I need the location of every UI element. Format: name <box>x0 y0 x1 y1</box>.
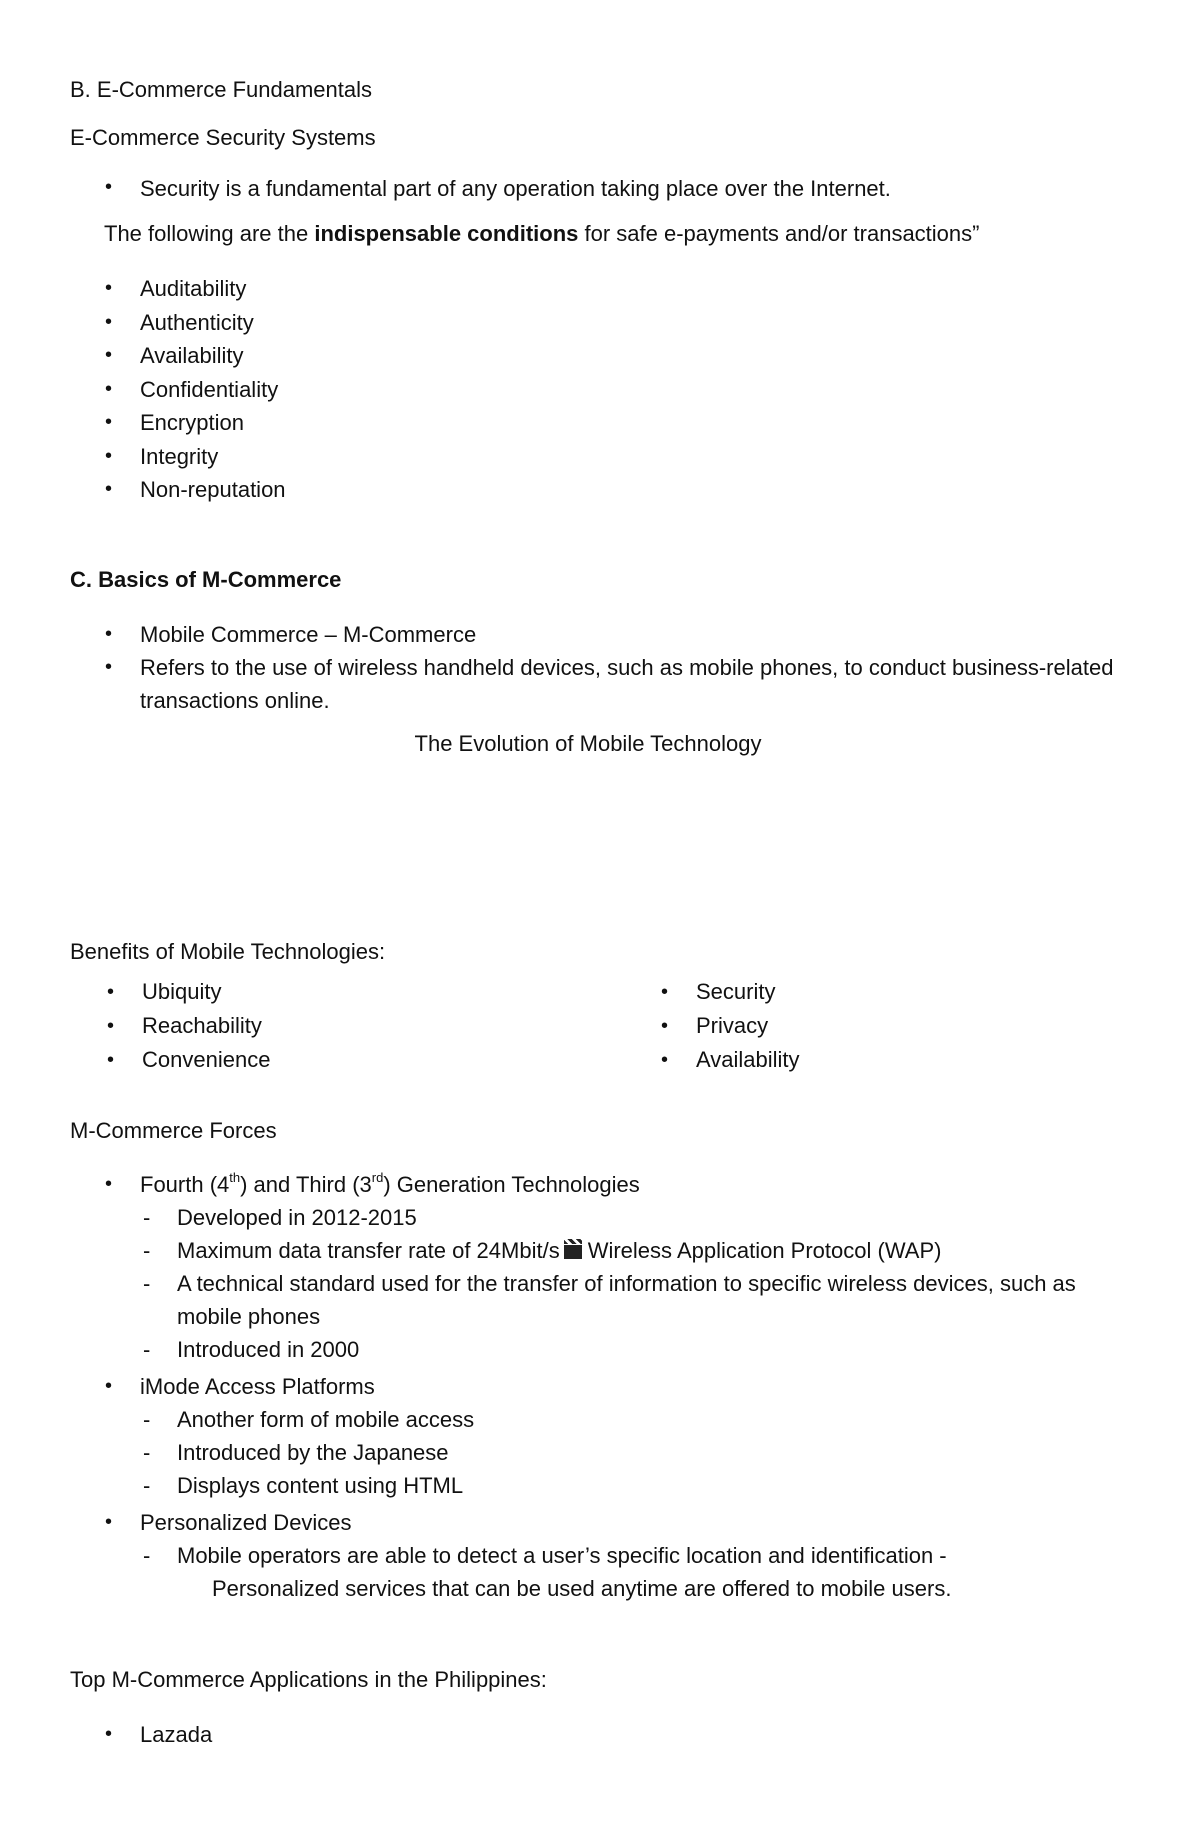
imode-list <box>105 1370 375 1403</box>
mcommerce-definition-list <box>105 618 1114 717</box>
gen-sublist <box>143 1201 1076 1366</box>
list-item: • Non-reputation <box>105 477 286 502</box>
list-item-text: Security is a fundamental part of any operation taking place over the Internet. <box>140 176 891 201</box>
list-item: • Encryption <box>105 410 244 435</box>
apps-list <box>105 1718 213 1751</box>
imode-sublist <box>143 1403 475 1502</box>
list-item: • Fourth (4th) and Third (3rd) Generation Technologies <box>105 1169 640 1197</box>
list-item: • iMode Access Platforms <box>105 1374 375 1399</box>
list-item <box>105 175 891 203</box>
sub-list-item-continuation: mobile phones <box>177 1304 321 1329</box>
sub-list-item: - Displays content using HTML <box>143 1473 464 1498</box>
sub-list-item: - Maximum data transfer rate of 24Mbit/s Wireless Application Protocol (WAP) <box>143 1238 942 1263</box>
list-item: • Reachability <box>107 1013 262 1038</box>
list-item-continuation: transactions online. <box>140 688 330 713</box>
clapperboard-icon <box>564 1245 582 1259</box>
list-item: • Availability <box>661 1047 800 1072</box>
list-item: • Convenience <box>107 1047 271 1072</box>
list-item: • Refers to the use of wireless handheld devices, such as mobile phones, to conduct business-related <box>105 655 1114 680</box>
list-item: • Security <box>661 979 776 1004</box>
sub-list-item: - Another form of mobile access <box>143 1407 475 1432</box>
benefits-heading: Benefits of Mobile Technologies: <box>70 939 386 964</box>
conditions-list <box>105 272 286 507</box>
security-intro-list <box>105 175 891 203</box>
apps-heading: Top M-Commerce Applications in the Philippines: <box>70 1667 547 1692</box>
list-item: • Personalized Devices <box>105 1510 352 1535</box>
section-c-heading: C. Basics of M-Commerce <box>70 567 342 592</box>
list-item: • Lazada <box>105 1722 213 1747</box>
list-item: • Auditability <box>105 276 247 301</box>
benefits-left-list <box>107 975 271 1077</box>
personalized-sublist <box>143 1539 952 1605</box>
list-item: • Mobile Commerce – M-Commerce <box>105 622 477 647</box>
evolution-title: The Evolution of Mobile Technology <box>414 731 762 756</box>
sub-list-item-continuation: Personalized services that can be used anytime are offered to mobile users. <box>212 1576 952 1601</box>
list-item: • Privacy <box>661 1013 769 1038</box>
sub-list-item: - Mobile operators are able to detect a user’s specific location and identification - <box>143 1543 947 1568</box>
personalized-list <box>105 1506 352 1539</box>
bullet-icon: • <box>105 176 113 198</box>
list-item: • Integrity <box>105 443 219 469</box>
sub-list-item: - Developed in 2012-2015 <box>143 1205 417 1230</box>
conditions-sentence: The following are the indispensable conditions for safe e-payments and/or transactions” <box>104 221 980 246</box>
forces-heading: M-Commerce Forces <box>70 1118 277 1143</box>
benefits-right-list <box>661 975 800 1077</box>
list-item: • Availability <box>105 343 244 368</box>
section-b-subheading: E-Commerce Security Systems <box>70 125 376 150</box>
list-item: • Authenticity <box>105 309 254 335</box>
list-item: • Ubiquity <box>107 979 222 1004</box>
forces-list <box>105 1168 640 1201</box>
section-b-heading: B. E-Commerce Fundamentals <box>70 77 372 102</box>
sub-list-item: - A technical standard used for the transfer of information to specific wireless devices, such as <box>143 1271 1076 1296</box>
sub-list-item: - Introduced in 2000 <box>143 1337 360 1362</box>
list-item: • Confidentiality <box>105 376 279 402</box>
sub-list-item: - Introduced by the Japanese <box>143 1440 449 1465</box>
